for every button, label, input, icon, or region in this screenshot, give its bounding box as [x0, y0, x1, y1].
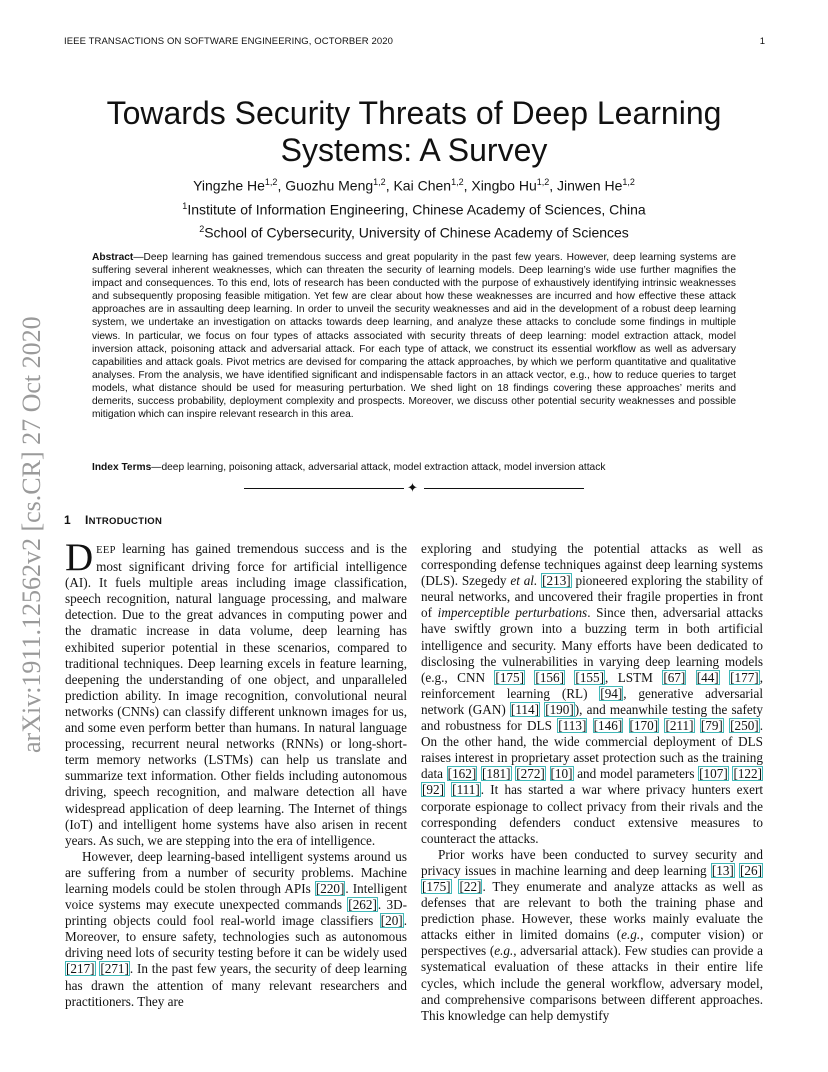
citation-link[interactable]: [155] [575, 669, 604, 685]
citation-link[interactable]: [13] [711, 862, 734, 878]
affiliation-text: School of Cybersecurity, University of Chinese Academy of Sciences [204, 224, 629, 241]
citation-link[interactable]: [113] [558, 718, 587, 734]
affiliation-mark: 1 [182, 200, 188, 211]
arxiv-stamp: arXiv:1911.12562v2 [cs.CR] 27 Oct 2020 [17, 316, 46, 753]
section-title-initial: I [84, 513, 89, 527]
citation-link[interactable]: [22] [459, 878, 482, 894]
body-text: . It has started a war where privacy hunters exert corporate espionage to collect privacy from their rivals and the corresponding defenders conduct extensive measures to counteract the attacks. [421, 782, 763, 846]
body-text: and model parameters [573, 766, 699, 782]
divider-line-left [244, 488, 404, 489]
author-name: Jinwen He [557, 177, 623, 194]
body-text: , computer vision) or perspectives ( [421, 927, 763, 959]
citation-link[interactable]: [181] [481, 766, 511, 782]
body-text: ), and meanwhile testing the safety and robustness for DLS [421, 701, 763, 734]
body-text: , LSTM [605, 669, 663, 685]
author-separator: , [277, 177, 286, 194]
body-column-right [421, 541, 763, 1024]
author-name: Guozhu Meng [285, 177, 374, 194]
emphasis-text: et al. [510, 573, 538, 589]
section-title-rest: NTRODUCTION [88, 516, 163, 527]
body-text [565, 670, 574, 685]
index-terms-label: Index Terms [92, 462, 152, 473]
citation-link[interactable]: [170] [629, 718, 659, 734]
paper-title: Towards Security Threats of Deep Learning Systems: A Survey [106, 95, 722, 169]
body-text: learning has gained tremendous success and is the most significant driving force for artificial intelligence (AI). It fuels multiple areas including image classification, speech recognition, natural language processing, and malware detection. Due to the great advances in computing power and the dramatic increase in data volume, deep learning has exhibited superior potential in these scenarios, compared to traditional techniques. Deep learning excels in feature learning, deepening the understanding of one object, and unparalleled prediction ability. In image recognition, convolutional neural networks (CNNs) can classify different unknown images for us, and some even perform better than humans. In natural language processing, recurrent neural networks (RNNs) or long-short-term memory networks (LSTMs) can help us translate and summarize text information. Other fields including autonomous driving, speech recognition, and malware detection all have widespread application of deep learning. The Internet of things (IoT) and intelligent home systems have also arisen in recent years. As such, we are stepping into the era of intelligence. [65, 541, 407, 848]
section-divider [244, 481, 584, 497]
citation-link[interactable]: [213] [542, 573, 571, 589]
citation-link[interactable]: [175] [422, 878, 451, 894]
author-name: Kai Chen [393, 177, 452, 194]
citation-link[interactable]: [122] [733, 766, 763, 782]
citation-link[interactable]: [272] [516, 766, 545, 782]
body-text: , reinforcement learning (RL) [421, 669, 763, 701]
body-text [546, 766, 550, 781]
author-separator: , [549, 177, 558, 194]
affiliation [64, 219, 764, 243]
paragraph [65, 536, 407, 849]
citation-link[interactable]: [10] [550, 766, 573, 782]
paragraph [421, 847, 763, 1024]
body-text [525, 670, 534, 685]
body-text [686, 670, 695, 685]
abstract [92, 251, 736, 421]
body-text: . Moreover, to ensure safety, technologies such as autonomous driving need lots of security testing before it can be widely used [65, 913, 407, 961]
author-name: Xingbo Hu [471, 177, 537, 194]
drop-cap: D [65, 536, 94, 579]
body-column-left [65, 536, 408, 1010]
author-affiliation-mark: 1,2 [622, 177, 635, 187]
citation-link[interactable]: [250] [730, 718, 759, 734]
affiliation-list [64, 196, 764, 243]
author-affiliation-mark: 1,2 [373, 177, 386, 187]
affiliation-text: Institute of Information Engineering, Chinese Academy of Sciences, China [187, 201, 646, 218]
citation-link[interactable]: [92] [422, 782, 444, 798]
body-text: . On the other hand, the wide commercial deployment of DLS raises interest in proprietary asset protection such as the training data [421, 718, 763, 782]
citation-link[interactable]: [156] [535, 669, 564, 685]
citation-link[interactable]: [262] [348, 897, 377, 913]
running-head: IEEE TRANSACTIONS ON SOFTWARE ENGINEERING, OCTORBER 2020 [64, 36, 394, 47]
page-number: 1 [759, 36, 765, 47]
body-text: However, deep learning-based intelligent systems around us are suffering from a number of security problems. Machine learning models could be stolen through APIs [65, 848, 407, 896]
citation-link[interactable]: [271] [100, 961, 129, 977]
emphasis-text: imperceptible perturbations [437, 605, 588, 621]
citation-link[interactable]: [26] [740, 862, 763, 878]
body-text: , generative adversarial network (GAN) [421, 685, 763, 717]
citation-link[interactable]: [220] [315, 880, 345, 896]
author-list [64, 172, 764, 196]
emphasis-text: e.g. [494, 943, 514, 959]
divider-ornament-icon: ✦ [407, 480, 418, 495]
citation-link[interactable]: [177] [730, 669, 759, 685]
citation-link[interactable]: [175] [495, 669, 524, 685]
body-text: . Since then, adversarial attacks have swiftly grown into a buzzing term in both artificial intelligence and security. Many efforts have been dedicated to disclosing the vulnerabilities in varying deep learning models (e.g., CNN [421, 605, 763, 685]
body-text: Prior works have been conducted to survey security and privacy issues in machine learning and deep learning [421, 846, 763, 878]
citation-link[interactable]: [217] [66, 961, 95, 977]
citation-link[interactable]: [111] [452, 782, 480, 798]
section-number: 1 [64, 513, 71, 527]
paragraph [65, 849, 407, 1010]
index-terms [92, 461, 736, 474]
citation-link[interactable]: [211] [665, 718, 694, 734]
body-text: . They enumerate and analyze attacks as well as defenses that are relevant to both the training phase and prediction phase. However, these works mainly evaluate the attacks either in limited domains ( [421, 878, 764, 943]
paragraph [421, 541, 763, 847]
citation-link[interactable]: [94] [600, 685, 623, 701]
author-separator: , [385, 177, 394, 194]
citation-link[interactable]: [162] [447, 766, 477, 782]
body-text: . In the past few years, the security of deep learning has drawn the attention of many relevant researchers and practitioners. They are [65, 961, 408, 1009]
citation-link[interactable]: [79] [700, 718, 723, 734]
author-block [64, 172, 764, 243]
citation-link[interactable]: [20] [380, 913, 403, 929]
citation-link[interactable]: [146] [593, 718, 623, 734]
index-terms-text: —deep learning, poisoning attack, adversarial attack, model extraction attack, model inversion attack [151, 462, 606, 473]
body-text: . Intelligent voice systems may execute unexpected commands [65, 880, 407, 913]
citation-link[interactable]: [190] [545, 701, 574, 717]
abstract-text: —Deep learning has gained tremendous success and great popularity in the past few years. However, deep learning systems are suffering several inherent weaknesses, which can threaten the security of learning models. Deep learning’s wide use further magnifies the impact and consequences. To this end, lots of research has been conducted with the purpose of exhaustively identifying intrinsic weaknesses and subsequently proposing feasible mitigation. Yet few are clear about how these weaknesses are incurred and how effective these attack approaches are in assaulting deep learning. In order to unveil the security weaknesses and aid in the development of a robust deep learning system, we undertake an investigation on attacks towards deep learning, and analyze these attacks to conclude some findings in multiple views. In particular, we focus on four types of attacks associated with security threats of deep learning: model extraction attack, model inversion attack, poisoning attack and adversarial attack. For each type of attack, we construct its essential workflow as well as adversary capabilities and attack goals. Pivot metrics are devised for comparing the attack approaches, by which we perform quantitative and qualitative analyses. From the analysis, we have identified significant and indispensable factors in an attack vector, e.g., how to reduce queries to target models, what distance should be used for measuring perturbation. We shed light on 18 findings covering these approaches’ merits and demerits, success probability, deployment complexity and prospects. Moreover, we discuss other potential security weaknesses and possible mitigation which can inspire relevant research in this area. [92, 252, 736, 421]
body-text: exploring and studying the potential attacks as well as corresponding defense techniques against deep learning systems (DLS). Szegedy [421, 541, 763, 589]
body-text: , adversarial attack). Few studies can provide a systematical evaluation of these attacks in their entire life cycles, which include the general workflow, adversary model, and comprehensive comparisons between different approaches. This knowledge can help demystify [421, 943, 763, 1023]
citation-link[interactable]: [67] [663, 669, 686, 685]
citation-link[interactable]: [44] [696, 669, 719, 685]
emphasis-text: e.g. [621, 927, 641, 943]
author-name: Yingzhe He [193, 177, 265, 194]
body-text [720, 670, 729, 685]
author-affiliation-mark: 1,2 [536, 177, 550, 187]
section-heading [64, 513, 162, 527]
divider-line-right [424, 488, 584, 489]
author-affiliation-mark: 1,2 [264, 177, 278, 187]
body-text: pioneered exploring the stability of neural networks, and uncovered their fragile properties in front of [421, 573, 764, 621]
body-text [587, 718, 592, 733]
citation-link[interactable]: [114] [510, 701, 539, 717]
affiliation [64, 196, 764, 220]
citation-link[interactable]: [107] [699, 766, 728, 782]
author-separator: , [463, 177, 472, 194]
small-caps-text: EEP [96, 545, 116, 556]
body-text: . 3D-printing objects could fool real-world image classifiers [65, 897, 407, 929]
author-affiliation-mark: 1,2 [451, 177, 464, 187]
affiliation-mark: 2 [199, 224, 205, 235]
body-text [623, 718, 628, 733]
abstract-label: Abstract [92, 252, 134, 263]
